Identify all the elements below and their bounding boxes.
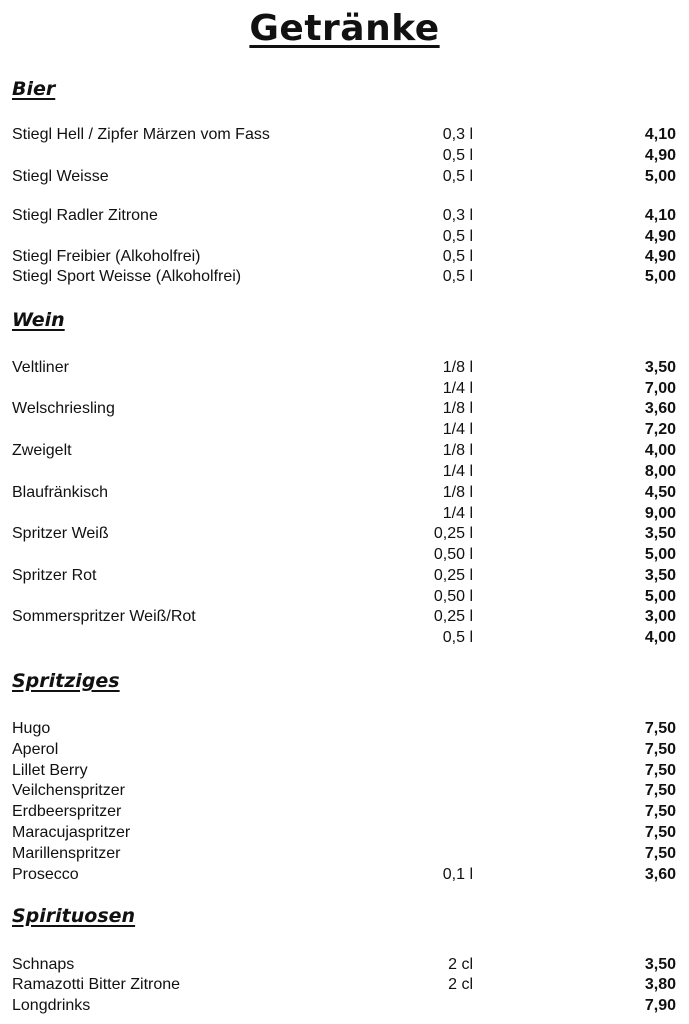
- item-price: 3,50: [644, 567, 676, 584]
- item-name: Prosecco: [12, 866, 79, 883]
- item-price: 5,00: [644, 268, 676, 285]
- item-price: 9,00: [644, 505, 676, 522]
- menu-item-row: [0, 266, 689, 287]
- item-price: 4,50: [644, 484, 676, 501]
- menu-item-row: [0, 166, 689, 187]
- item-name: Erdbeerspritzer: [12, 803, 122, 820]
- item-price: 5,00: [644, 168, 676, 185]
- menu-item-row: [0, 357, 689, 378]
- menu-item-row: [0, 544, 689, 565]
- item-price: 7,90: [644, 997, 676, 1014]
- item-price: 7,50: [644, 845, 676, 862]
- item-name: Marillenspritzer: [12, 845, 121, 862]
- item-name: Schnaps: [12, 956, 75, 973]
- menu-item-row: [0, 226, 689, 247]
- item-name: Stiegl Weisse: [12, 168, 109, 185]
- menu-item-row: [0, 246, 689, 267]
- section-heading-spirituosen: Spirituosen: [12, 905, 136, 927]
- item-size: 0,25 l: [433, 567, 473, 584]
- item-size: 0,25 l: [433, 608, 473, 625]
- item-size: 2 cl: [448, 976, 473, 993]
- item-name: Aperol: [12, 741, 59, 758]
- item-name: Stiegl Sport Weisse (Alkoholfrei): [12, 268, 242, 285]
- item-price: 7,50: [644, 720, 676, 737]
- item-size: 0,5 l: [442, 147, 473, 164]
- item-size: 1/4 l: [442, 380, 473, 397]
- item-price: 7,50: [644, 762, 676, 779]
- item-name: Lillet Berry: [12, 762, 88, 779]
- item-price: 7,20: [644, 421, 676, 438]
- item-name: Welschriesling: [12, 400, 115, 417]
- item-size: 1/8 l: [442, 359, 473, 376]
- item-size: 0,5 l: [442, 629, 473, 646]
- menu-item-row: [0, 419, 689, 440]
- item-name: Veltliner: [12, 359, 69, 376]
- menu-item-row: [0, 718, 689, 739]
- item-price: 4,90: [644, 248, 676, 265]
- item-price: 4,00: [644, 629, 676, 646]
- item-size: 1/4 l: [442, 421, 473, 438]
- menu-item-row: [0, 801, 689, 822]
- menu-item-row: [0, 974, 689, 995]
- item-price: 3,60: [644, 866, 676, 883]
- item-price: 8,00: [644, 463, 676, 480]
- item-price: 3,00: [644, 608, 676, 625]
- item-size: 0,25 l: [433, 525, 473, 542]
- item-price: 3,60: [644, 400, 676, 417]
- item-price: 7,00: [644, 380, 676, 397]
- menu-item-row: [0, 205, 689, 226]
- item-size: 0,50 l: [433, 588, 473, 605]
- menu-item-row: [0, 482, 689, 503]
- item-price: 7,50: [644, 782, 676, 799]
- item-price: 3,80: [644, 976, 676, 993]
- item-name: Blaufränkisch: [12, 484, 109, 501]
- menu-item-row: [0, 739, 689, 760]
- item-size: 0,5 l: [442, 248, 473, 265]
- item-name: Spritzer Rot: [12, 567, 97, 584]
- menu-item-row: [0, 760, 689, 781]
- item-price: 3,50: [644, 359, 676, 376]
- item-name: Spritzer Weiß: [12, 525, 109, 542]
- item-name: Longdrinks: [12, 997, 91, 1014]
- item-size: 0,1 l: [442, 866, 473, 883]
- menu-item-row: [0, 503, 689, 524]
- menu-item-row: [0, 843, 689, 864]
- item-name: Stiegl Radler Zitrone: [12, 207, 158, 224]
- menu-item-row: [0, 461, 689, 482]
- menu-item-row: [0, 378, 689, 399]
- item-size: 0,5 l: [442, 268, 473, 285]
- menu-item-row: [0, 864, 689, 885]
- item-price: 5,00: [644, 588, 676, 605]
- item-price: 4,10: [644, 207, 676, 224]
- menu-item-row: [0, 995, 689, 1016]
- menu-item-row: [0, 124, 689, 145]
- section-heading-bier: Bier: [12, 78, 56, 100]
- section-heading-spritziges: Spritziges: [12, 670, 120, 692]
- item-price: 3,50: [644, 956, 676, 973]
- menu-item-row: [0, 780, 689, 801]
- item-name: Veilchenspritzer: [12, 782, 125, 799]
- menu-item-row: [0, 523, 689, 544]
- item-name: Maracujaspritzer: [12, 824, 131, 841]
- item-price: 7,50: [644, 741, 676, 758]
- item-size: 0,5 l: [442, 168, 473, 185]
- item-price: 4,00: [644, 442, 676, 459]
- item-size: 1/8 l: [442, 400, 473, 417]
- menu-item-row: [0, 822, 689, 843]
- item-price: 7,50: [644, 803, 676, 820]
- item-size: 1/4 l: [442, 463, 473, 480]
- page-title: Getränke: [249, 8, 440, 49]
- item-size: 1/8 l: [442, 442, 473, 459]
- item-name: Stiegl Freibier (Alkoholfrei): [12, 248, 201, 265]
- item-name: Stiegl Hell / Zipfer Märzen vom Fass: [12, 126, 270, 143]
- menu-item-row: [0, 606, 689, 627]
- menu-item-row: [0, 145, 689, 166]
- item-size: 0,50 l: [433, 546, 473, 563]
- item-price: 3,50: [644, 525, 676, 542]
- item-name: Sommerspritzer Weiß/Rot: [12, 608, 196, 625]
- menu-item-row: [0, 954, 689, 975]
- menu-item-row: [0, 398, 689, 419]
- item-size: 1/8 l: [442, 484, 473, 501]
- item-name: Ramazotti Bitter Zitrone: [12, 976, 181, 993]
- item-price: 4,90: [644, 147, 676, 164]
- menu-item-row: [0, 586, 689, 607]
- menu-item-row: [0, 565, 689, 586]
- item-price: 7,50: [644, 824, 676, 841]
- item-size: 2 cl: [448, 956, 473, 973]
- item-size: 0,3 l: [442, 207, 473, 224]
- item-price: 4,10: [644, 126, 676, 143]
- item-size: 0,5 l: [442, 228, 473, 245]
- item-name: Zweigelt: [12, 442, 72, 459]
- menu-item-row: [0, 627, 689, 648]
- menu-item-row: [0, 440, 689, 461]
- section-heading-wein: Wein: [12, 309, 65, 331]
- item-size: 0,3 l: [442, 126, 473, 143]
- item-name: Hugo: [12, 720, 51, 737]
- item-size: 1/4 l: [442, 505, 473, 522]
- item-price: 4,90: [644, 228, 676, 245]
- item-price: 5,00: [644, 546, 676, 563]
